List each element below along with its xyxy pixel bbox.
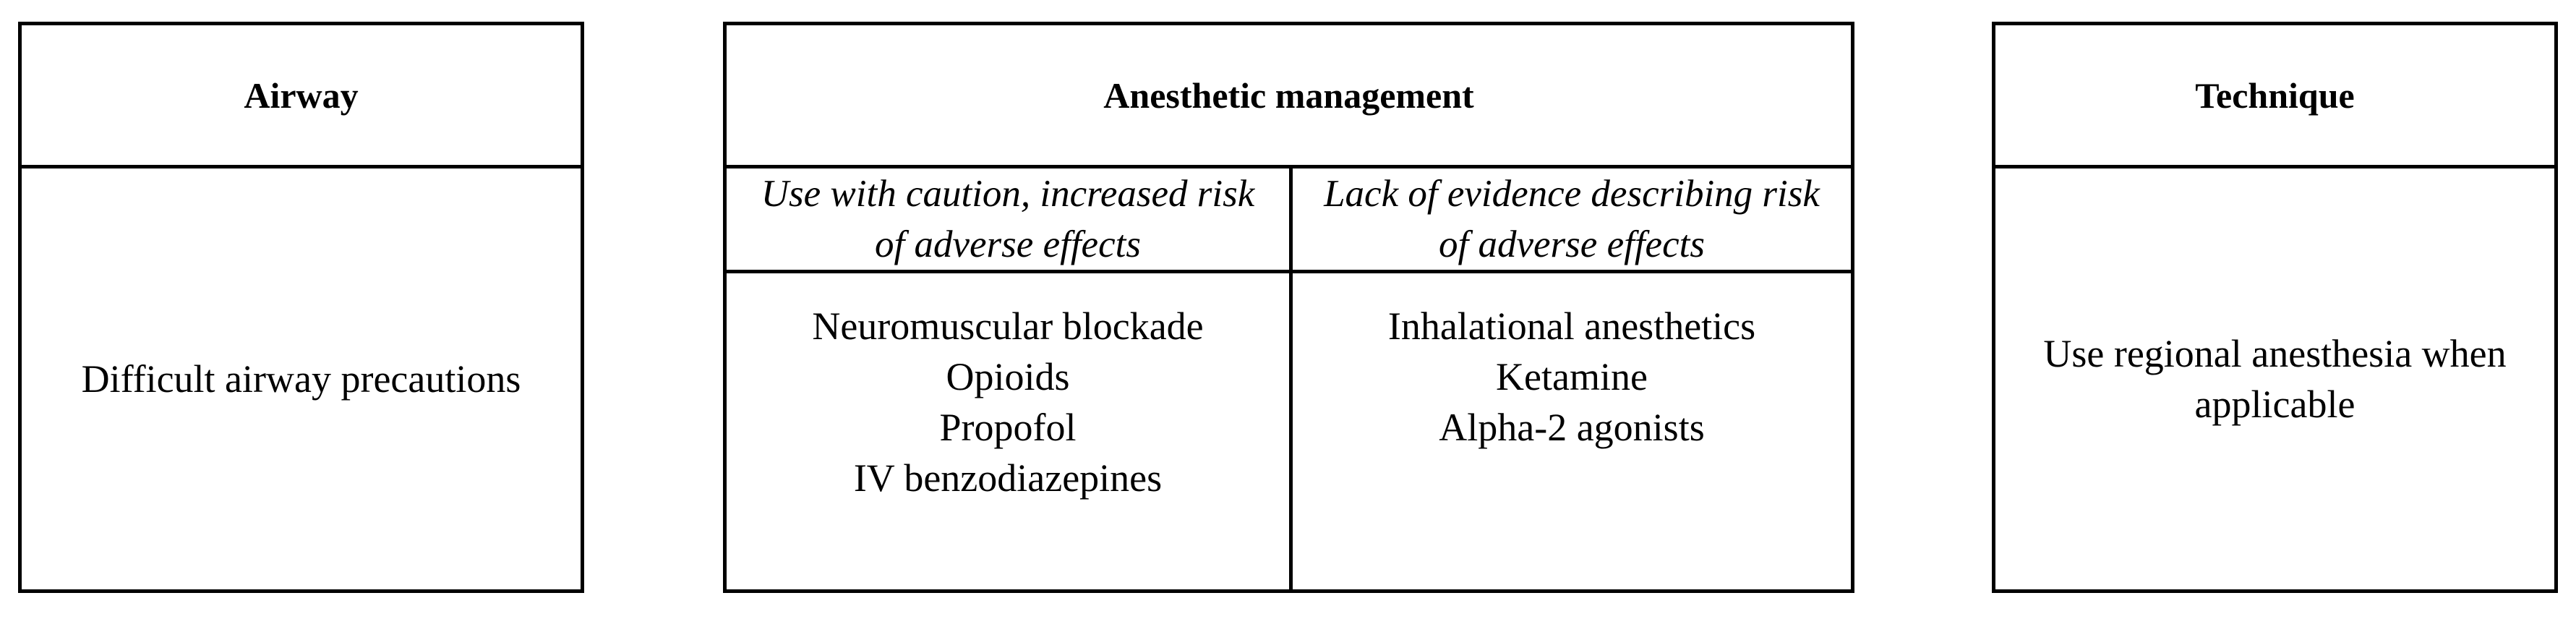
list-item: IV benzodiazepines: [853, 456, 1163, 500]
caution-drug-list: [727, 273, 1289, 589]
anesthetic-management-title: Anesthetic management: [1103, 74, 1474, 116]
lack-of-evidence-drug-list: [1293, 273, 1851, 589]
caution-header-line-2: of adverse effects: [875, 223, 1141, 265]
lack-of-evidence-header-line-2: of adverse effects: [1439, 223, 1705, 265]
list-item: Inhalational anesthetics: [1387, 304, 1756, 348]
lack-of-evidence-column-header: [1293, 168, 1851, 270]
technique-box: [1992, 22, 2558, 593]
list-item: Neuromuscular blockade: [812, 304, 1204, 348]
airway-content: Difficult airway precautions: [81, 357, 521, 401]
technique-content-line-2: applicable: [2194, 383, 2355, 426]
airway-title: Airway: [244, 74, 359, 116]
technique-content-line-1: Use regional anesthesia when: [2043, 332, 2507, 375]
airway-box: [18, 22, 584, 593]
technique-content: [1995, 168, 2554, 589]
list-item: Propofol: [939, 406, 1077, 449]
caution-header-line-1: Use with caution, increased risk: [761, 173, 1255, 215]
list-item: Alpha-2 agonists: [1439, 406, 1705, 449]
caution-column-header: [727, 168, 1289, 270]
anesthetic-management-box: [723, 22, 1854, 593]
list-item: Ketamine: [1496, 355, 1648, 398]
lack-of-evidence-header-line-1: Lack of evidence describing risk: [1324, 173, 1820, 215]
technique-title: Technique: [2195, 74, 2355, 116]
list-item: Opioids: [946, 355, 1070, 398]
